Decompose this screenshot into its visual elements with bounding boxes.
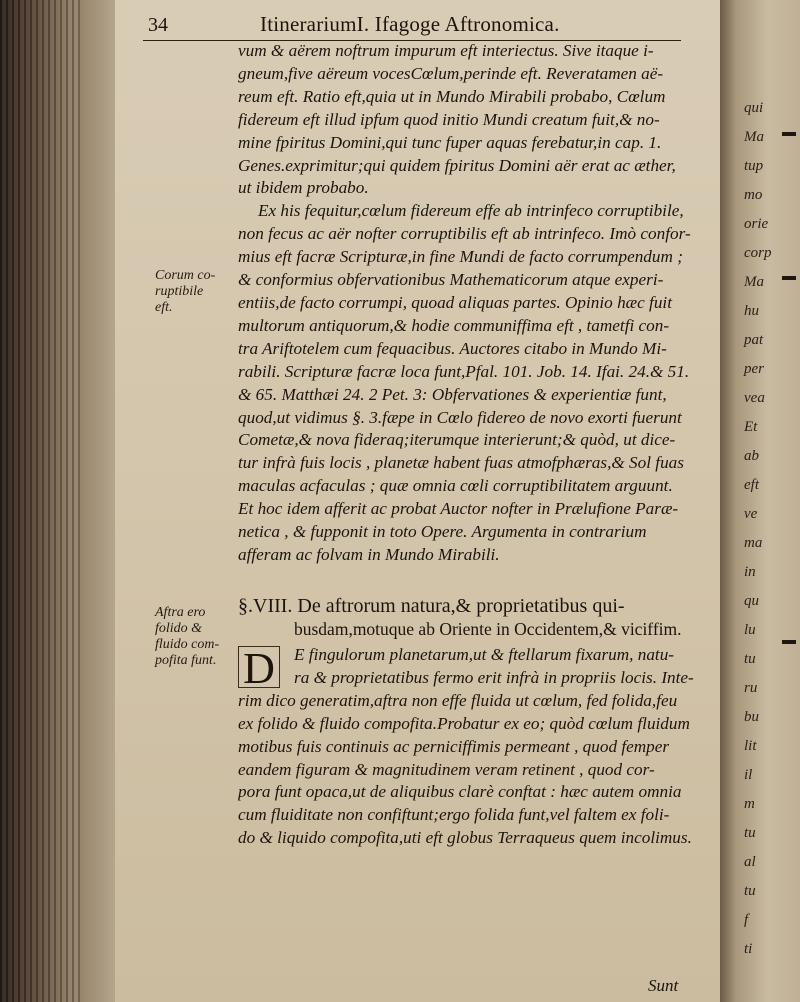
margin-note-line: eft. [155,300,173,315]
text-line: Et hoc idem afferit ac probat Auctor nofter in Prælufione Paræ- [238,499,679,519]
text-line: ra & proprietatibus fermo erit infrà in propriis locis. Inte- [294,667,694,687]
drop-cap: D [238,646,280,688]
facing-page-fragment: tup [744,158,764,174]
text-line: afferam ac folvam in Mundo Mirabili. [238,544,500,564]
facing-page-fragment: lit [744,738,757,754]
facing-page-fragment: ti [744,941,753,957]
facing-page-fragment: tu [744,883,756,899]
margin-note-line: Aftra ero [155,605,206,620]
text-line: Cometæ,& nova fideraq;iterumque interierunt;& quòd, ut dice- [238,430,676,450]
margin-note-line: pofita funt. [155,653,217,668]
facing-page-fragment: il [744,767,753,783]
text-line: motibus fuis continuis ac perniciffimis permeant , quod femper [238,736,670,756]
facing-page-fragment: ru [744,680,758,696]
facing-page-mark [782,132,796,136]
facing-page-fragment: tu [744,651,756,667]
text-line: entiis,de facto corrumpi, quoad aliquas partes. Opinio hæc fuit [238,292,672,312]
facing-page-mark [782,276,796,280]
facing-page-fragment: qu [744,593,759,609]
binding-texture [0,0,80,1002]
text-line: tra Ariftotelem cum fequacibus. Auctores citabo in Mundo Mi- [238,338,667,358]
facing-page-mark [782,640,796,644]
text-line: rim dico generatim,aftra non effe fluida ut cœlum, fed folida,feu [238,690,678,710]
text-line: Genes.exprimitur;qui quidem fpiritus Domini aër erat ac æther, [238,155,676,175]
facing-page-fragment: Ma [744,129,764,145]
facing-page-fragment: Ma [744,274,764,290]
facing-page-fragment: Et [744,419,758,435]
text-line: mius eft facræ Scripturæ,in fine Mundi de facto corrumpendum ; [238,247,683,267]
running-head: ItinerariumI. Ifagoge Aftronomica. [260,12,560,36]
text-line: ex folido & fluido compofita.Probatur ex eo; quòd cœlum fluidum [238,713,690,733]
facing-page-fragment: eft [744,477,759,493]
margin-note-line: fluido com- [155,637,220,652]
text-line: gneum,five aëreum vocesCœlum,perinde eft. Reveratamen aë- [238,63,664,83]
margin-note-line: Corum co- [155,268,216,283]
text-line: ut ibidem probabo. [238,178,369,198]
margin-note-line: folido & [155,621,203,636]
facing-page-fragment: qui [744,100,764,116]
facing-page-fragment: corp [744,245,772,261]
text-line: tur infrà fuis locis , planetæ habent fuas atmofphæras,& Sol fuas [238,453,684,473]
catchword: Sunt [648,976,679,995]
facing-page-fragment: orie [744,216,769,232]
facing-page-fragment: ma [744,535,763,551]
facing-page-fragment: bu [744,709,759,725]
margin-note-line: ruptibile [155,284,204,299]
section-heading-line-1: §.VIII. De aftrorum natura,& proprietatibus qui- [238,595,625,617]
text-line: mine fpiritus Domini,qui tunc fuper aquas ferebatur,in cap. 1. [238,132,662,152]
section-heading-line-2: busdam,motuque ab Oriente in Occidentem,& viciffim. [294,619,682,639]
facing-page-fragment: al [744,854,756,870]
facing-page-fragment: per [744,361,764,377]
text-line: vum & aërem noftrum impurum eft interiectus. Sive itaque i- [238,41,654,60]
facing-page-fragment: mo [744,187,763,203]
facing-page-fragment: f [744,912,749,928]
text-line: Ex his fequitur,cœlum fidereum effe ab intrinfeco corruptibile, [258,201,684,221]
text-line: multorum antiquorum,& hodie communiffima eft , tametfi con- [238,315,670,335]
facing-page-fragment: ve [744,506,758,522]
text-line: quod,ut vidimus §. 3.fæpe in Cœlo fidereo de novo exorti fuerunt [238,407,682,427]
facing-page-fragment: in [744,564,756,580]
text-line: rabili. Scripturæ facræ loca funt,Pfal. 101. Job. 14. Ifai. 24.& 51. [238,361,690,381]
facing-page-fragment: lu [744,622,756,638]
facing-page-fragment: m [744,796,755,812]
margin-note-2 [155,605,235,669]
facing-page-fragment: ab [744,448,759,464]
margin-note-1 [155,268,235,316]
text-line: fidereum eft illud ipfum quod initio Mundi creatum fuit,& no- [238,109,660,129]
text-line: netica , & fupponit in toto Opere. Argumenta in contrarium [238,522,647,542]
facing-page-fragment: pat [744,332,764,348]
text-line: maculas acfaculas ; quæ omnia cœli corruptibilitatem arguunt. [238,476,673,496]
body-paragraph-1 [238,40,708,567]
facing-page-fragment: tu [744,825,756,841]
page-number: 34 [148,14,168,36]
text-line: E fingulorum planetarum,ut & ftellarum fixarum, natu- [294,645,675,664]
text-line: eandem figuram & magnitudinem veram retinent , quod cor- [238,759,655,779]
body-paragraph-2 [238,644,708,850]
facing-page-edge [720,0,800,1002]
facing-page-fragment: hu [744,303,759,319]
text-line: pora funt opaca,ut de aliquibus clarè conftat : hæc autem omnia [238,782,682,802]
text-line: reum eft. Ratio eft,quia ut in Mundo Mirabili probabo, Cœlum [238,86,666,106]
text-line: non fecus ac aër nofter corruptibilis eft ab intrinfeco. Imò confor- [238,224,691,244]
text-line: & conformius obfervationibus Mathematicorum atque experi- [238,270,664,290]
text-line: & 65. Matthæi 24. 2 Pet. 3: Obfervationes & experientiæ funt, [238,384,667,404]
text-line: cum fluiditate non confiftunt;ergo folida funt,vel faltem ex foli- [238,805,670,825]
facing-page-fragment: vea [744,390,765,406]
text-line: do & liquido compofita,uti eft globus Terraqueus quem incolimus. [238,828,692,848]
section-heading [238,595,708,641]
